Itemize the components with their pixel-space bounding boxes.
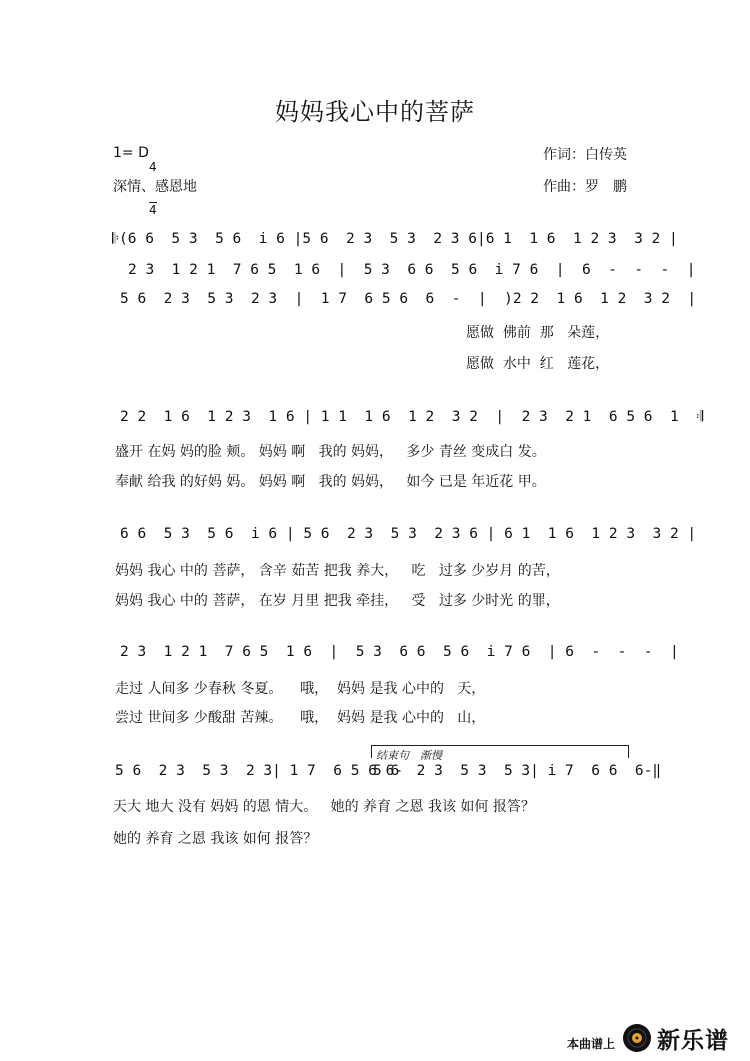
lyric-ending-2: 她的 养育 之恩 我该 如何 报答？ <box>113 831 318 847</box>
notation-line-7: 5 6 2 3 5 3 2 3| 1 7 6 5 6 6- <box>115 763 404 779</box>
notation-line-4: 2 2 1 6 1 2 3 1 6 | 1 1 1 6 1 2 3 2 | 2 3 2 1 6 5 6 1 𝄇 <box>120 409 704 425</box>
notation-line-2: 2 3 1 2 1 7 6 5 1 6 | 5 3 6 6 5 6 i 7 6 | 6 - - - | <box>128 262 696 278</box>
ending-annotation: 结束句 渐慢 <box>376 749 442 762</box>
composer-credit: 作曲：罗 鹏 <box>543 179 627 195</box>
key-signature: 1= D <box>113 145 149 161</box>
time-signature-bottom: 4 <box>149 203 157 217</box>
lyric-verse-2-a: 奉献 给我 的好妈 妈。 妈妈 啊 我的 妈妈， 如今 已是 年近花 甲。 <box>115 474 546 490</box>
vinyl-disc-icon <box>622 1023 652 1053</box>
notation-line-8: 5 6 2 3 5 3 5 3| i 7 6 6 6-‖ <box>373 763 662 779</box>
lyric-verse-1-b: 妈妈 我心 中的 菩萨， 含辛 茹苦 把我 养大， 吃 过多 少岁月 的苦， <box>115 563 560 579</box>
expression-mark: 深情、感恩地 <box>113 179 197 195</box>
lyric-verse-2-c: 尝过 世间多 少酸甜 苦辣。 哦， 妈妈 是我 心中的 山， <box>115 710 486 726</box>
lyric-verse-1-c: 走过 人间多 少春秋 冬夏。 哦， 妈妈 是我 心中的 天， <box>115 681 486 697</box>
lyric-verse-1-a: 盛开 在妈 妈的脸 颊。 妈妈 啊 我的 妈妈， 多少 青丝 变成白 发。 <box>115 444 546 460</box>
footer-label: 本曲谱上 <box>566 1037 615 1051</box>
time-signature-top: 4 <box>149 160 157 174</box>
song-title: 妈妈我心中的菩萨 <box>275 98 475 126</box>
lyric-intro-1: 愿做 佛前 那 朵莲， <box>466 325 610 341</box>
notation-line-5: 6 6 5 3 5 6 i 6 | 5 6 2 3 5 3 2 3 6 | 6 1 1 6 1 2 3 3 2 | <box>120 526 697 542</box>
notation-line-3: 5 6 2 3 5 3 2 3 | 1 7 6 5 6 6 - | )2 2 1 6 1 2 3 2 | <box>120 291 697 307</box>
lyric-verse-2-b: 妈妈 我心 中的 菩萨， 在岁 月里 把我 牵挂， 受 过多 少时光 的罪， <box>115 593 560 609</box>
brand-logo-text[interactable]: 新乐谱 <box>657 1028 729 1054</box>
lyricist-credit: 作词：白传英 <box>543 147 627 163</box>
notation-line-1: 𝄆(6 6 5 3 5 6 i 6 |5 6 2 3 5 3 2 3 6|6 1 1 6 1 2 3 3 2 | <box>112 231 678 247</box>
lyric-intro-2: 愿做 水中 红 莲花， <box>466 356 610 372</box>
notation-line-6: 2 3 1 2 1 7 6 5 1 6 | 5 3 6 6 5 6 i 7 6 | 6 - - - | <box>120 644 679 660</box>
lyric-ending-1: 天大 地大 没有 妈妈 的恩 情大。 她的 养育 之恩 我该 如何 报答？ <box>113 799 535 815</box>
